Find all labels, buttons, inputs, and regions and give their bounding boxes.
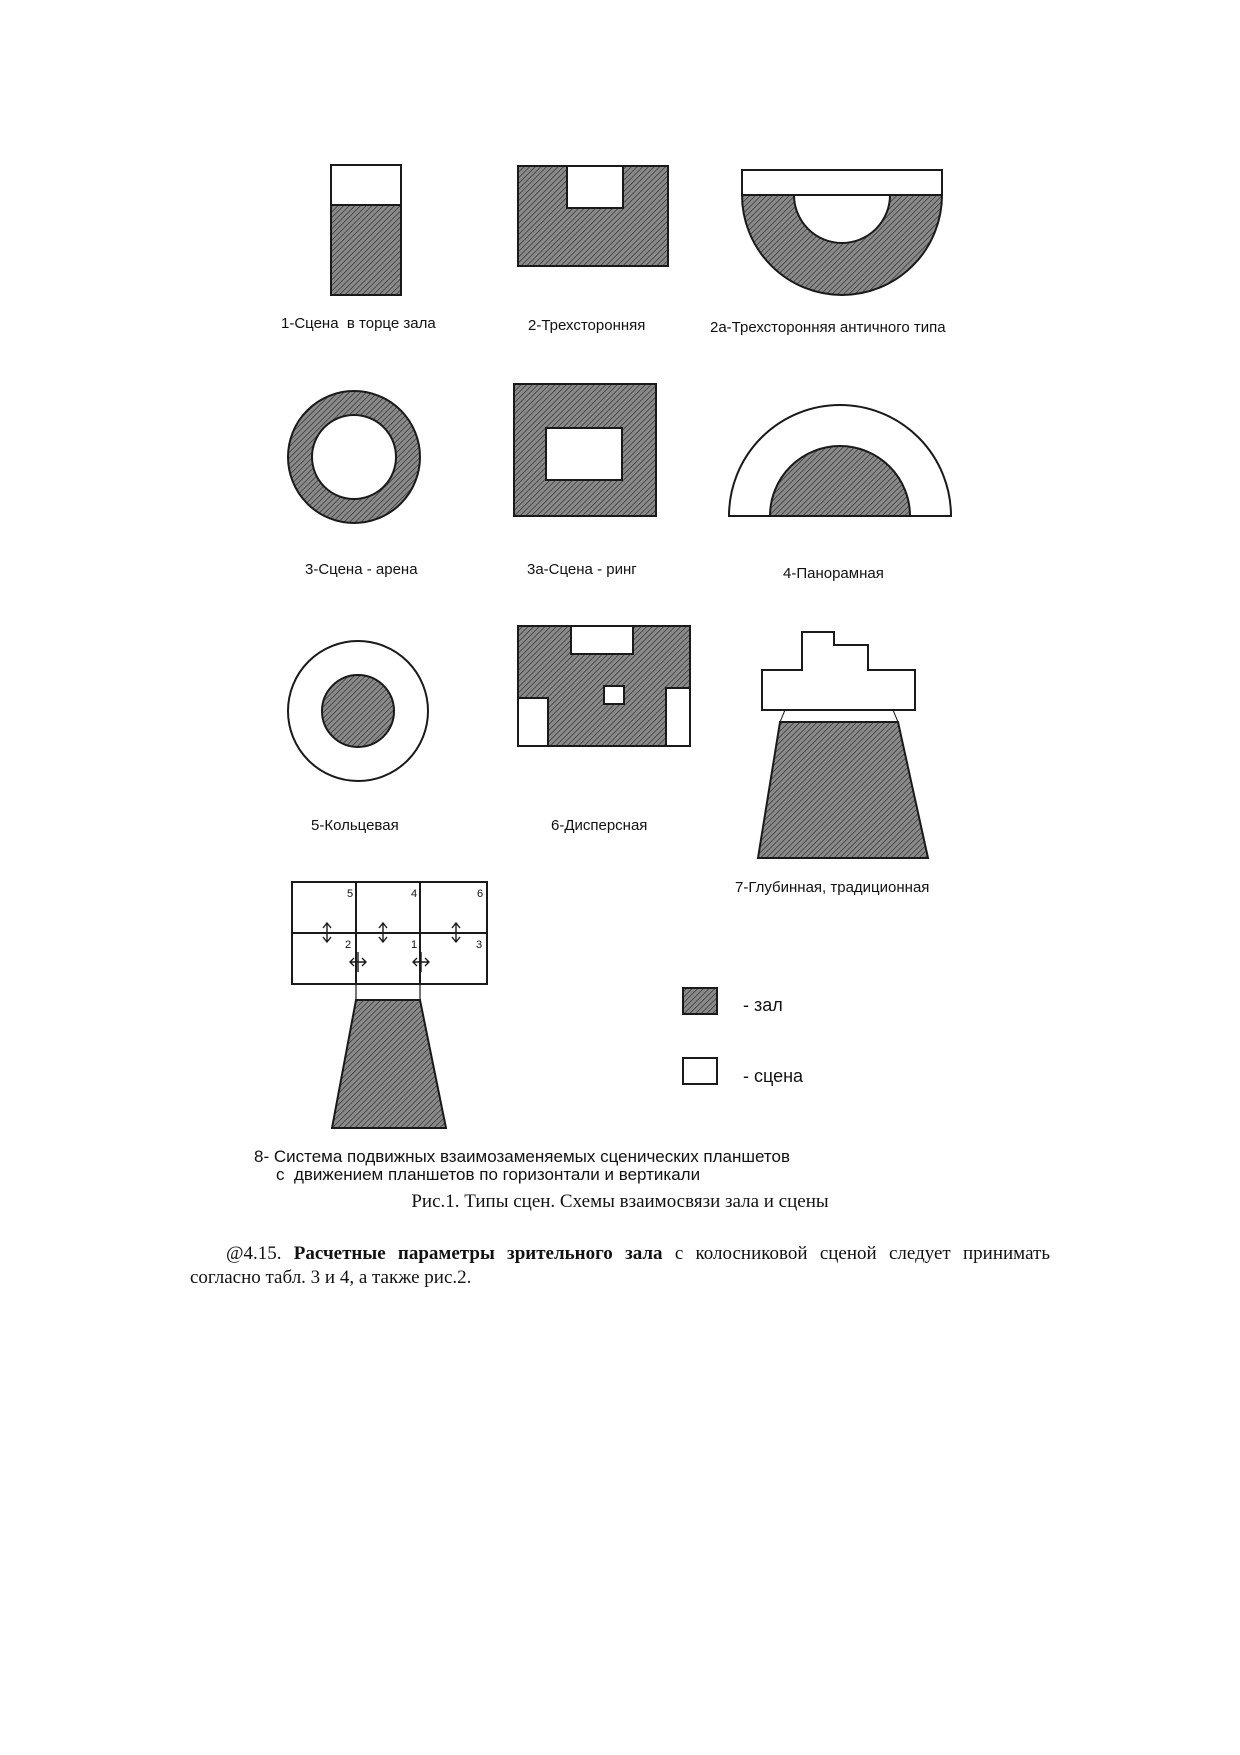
paragraph-rest: с колосниковой сценой следует принимать согласно табл. 3 и 4, а также рис.2. [190,1243,1050,1288]
grid-number: 5 [347,888,354,900]
grid-number: 1 [411,939,418,951]
label-s4: 4-Панорамная [783,565,884,582]
paragraph-prefix: @4.15. [226,1243,294,1264]
label-s3a: 3а-Сцена - ринг [527,561,637,578]
label-s8-line1: 8- Система подвижных взаимозаменяемых сценических планшетов [254,1147,790,1166]
diagram-2-three-sided [518,166,668,266]
diagram-3a-ring [514,384,656,516]
grid-number: 6 [477,888,484,900]
grid-number: 3 [476,939,483,951]
legend [683,988,717,1084]
diagram-1-end-stage [331,165,401,295]
paragraph-bold: Расчетные параметры зрительного зала [293,1243,663,1264]
label-s1: 1-Сцена в торце зала [281,315,436,332]
label-s2: 2-Трехсторонняя [528,317,646,334]
legend-hall-swatch [683,988,717,1014]
grid-number: 2 [345,939,352,951]
body-paragraph [190,1242,1050,1290]
diagram-4-panoramic [729,405,951,516]
grid-number: 4 [411,888,418,900]
diagram-6-dispersed [518,626,690,746]
label-s6: 6-Дисперсная [551,817,648,834]
diagram-2a-antique [742,170,942,295]
diagram-7-deep-stage [758,632,928,858]
diagram-8-platform-system [292,882,487,1128]
label-s2a: 2а-Трехсторонняя античного типа [710,319,946,336]
label-s3: 3-Сцена - арена [305,561,418,578]
legend-hall-label: - зал [743,995,783,1015]
label-s8-line2: с движением планшетов по горизонтали и вертикали [276,1165,701,1184]
figure-caption: Рис.1. Типы сцен. Схемы взаимосвязи зала и сцены [411,1191,829,1212]
diagram-3-arena [288,391,420,523]
diagram-5-circular [288,641,428,781]
legend-stage-label: - сцена [743,1066,804,1086]
legend-stage-swatch [683,1058,717,1084]
label-s7: 7-Глубинная, традиционная [735,879,930,896]
label-s5: 5-Кольцевая [311,817,399,834]
